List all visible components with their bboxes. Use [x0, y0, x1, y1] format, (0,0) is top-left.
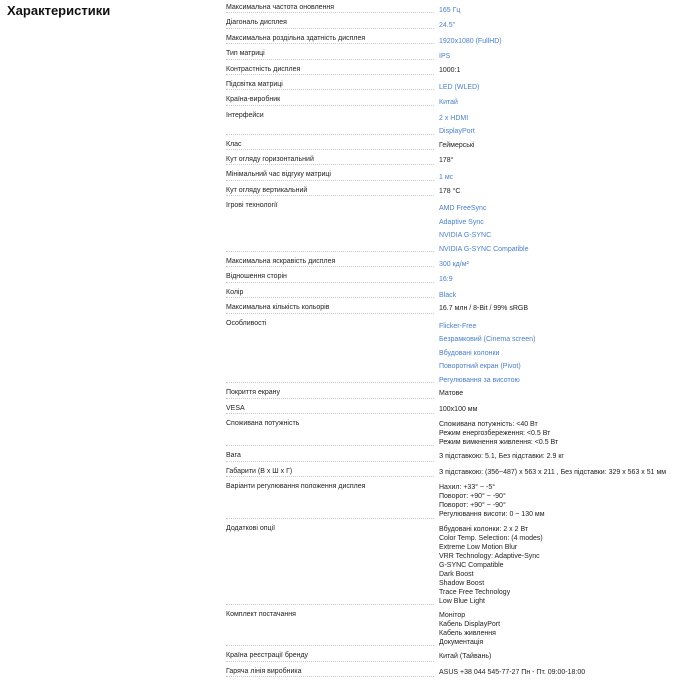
spec-value-text: 100x100 мм: [439, 405, 478, 413]
spec-value-link[interactable]: Flicker-Free: [439, 322, 477, 330]
spec-value-text: Extreme Low Motion Blur: [439, 543, 518, 551]
spec-value: [439, 254, 691, 269]
spec-row: [226, 198, 691, 254]
spec-value-text: Китай (Тайвань): [439, 653, 492, 661]
spec-label: Колір: [226, 288, 244, 296]
spec-value-text: Споживана потужність: <40 Вт: [439, 421, 538, 429]
spec-value-text: Геймерські: [439, 141, 475, 149]
spec-value: [439, 285, 691, 300]
spec-value-text: Dark Boost: [439, 570, 474, 578]
spec-value-link[interactable]: DisplayPort: [439, 128, 475, 136]
spec-value-link[interactable]: 300 кд/м²: [439, 261, 469, 269]
spec-label: Підсвітка матриці: [226, 80, 283, 88]
spec-row: [226, 448, 691, 463]
spec-value-text: Color Temp. Selection: (4 modes): [439, 534, 543, 542]
spec-row: [226, 521, 691, 607]
spec-value-text: G-SYNC Compatible: [439, 561, 504, 569]
spec-value-text: З підставкою: 5.1, Без підставки: 2.9 кг: [439, 453, 564, 461]
spec-label: Покриття екрану: [226, 389, 281, 397]
spec-value: [439, 448, 691, 463]
spec-label: Додаткові опції: [226, 524, 276, 532]
spec-value-link[interactable]: Безрамковий (Cinema screen): [439, 336, 536, 344]
spec-value-link[interactable]: 165 Гц: [439, 7, 461, 14]
spec-row: [226, 137, 691, 152]
spec-table: [226, 0, 691, 679]
spec-value-link[interactable]: Регулювання за висотою: [439, 377, 520, 385]
spec-label: Особливості: [226, 319, 267, 327]
spec-value: [439, 401, 691, 416]
spec-value: [439, 479, 691, 520]
spec-value: [439, 464, 691, 479]
spec-row: [226, 648, 691, 663]
spec-row: [226, 254, 691, 269]
spec-value-text: З підставкою: (356~487) x 563 x 211 , Без підставки: 329 x 563 x 51 мм: [439, 468, 667, 476]
spec-value: [439, 137, 691, 152]
spec-row: [226, 183, 691, 198]
spec-row: [226, 167, 691, 182]
spec-label: Тип матриці: [226, 50, 265, 58]
spec-value-text: 1000:1: [439, 66, 461, 74]
spec-value-text: Low Blue Light: [439, 597, 485, 605]
spec-label: Кут огляду вертикальний: [226, 186, 308, 194]
spec-label: Максимальна роздільна здатність дисплея: [226, 34, 366, 42]
spec-value-text: Вбудовані колонки: 2 x 2 Вт: [439, 525, 529, 533]
spec-label: Кут огляду горизонтальний: [226, 155, 314, 163]
spec-label: Діагональ дисплея: [226, 19, 287, 27]
spec-value: [439, 167, 691, 182]
spec-value: [439, 108, 691, 137]
spec-value-text: 16.7 млн / 8-Bit / 99% sRGB: [439, 305, 529, 313]
spec-value-text: Режим енергозбереження: <0.5 Вт: [439, 430, 551, 438]
page-title: Характеристики: [7, 3, 111, 18]
spec-label: Мінімальний час відгуку матриці: [226, 171, 331, 179]
spec-value: [439, 607, 691, 648]
spec-label: Відношення сторін: [226, 273, 287, 281]
spec-value-link[interactable]: Китай: [439, 99, 458, 107]
spec-label: Максимальна яскравість дисплея: [226, 258, 336, 266]
spec-value-text: Регулювання висоти: 0 ~ 130 мм: [439, 511, 545, 519]
spec-row: [226, 285, 691, 300]
spec-value-text: Матове: [439, 390, 464, 398]
spec-value-text: 178°: [439, 156, 454, 164]
spec-value: [439, 0, 691, 15]
spec-label: Країна-виробник: [226, 96, 281, 104]
spec-label: Клас: [226, 140, 242, 148]
spec-value: [439, 62, 691, 77]
spec-row: [226, 152, 691, 167]
spec-label: Ігрові технології: [226, 202, 278, 210]
spec-row: [226, 62, 691, 77]
spec-value-text: Поворот: +90° ~ -90°: [439, 493, 506, 501]
spec-row: [226, 31, 691, 46]
spec-label: VESA: [226, 404, 245, 412]
spec-value-link[interactable]: Black: [439, 291, 457, 299]
spec-label: Максимальна кількість кольорів: [226, 304, 330, 312]
spec-value: [439, 77, 691, 92]
spec-row: [226, 401, 691, 416]
spec-value-link[interactable]: LED (WLED): [439, 83, 480, 91]
spec-value-link[interactable]: 1920x1080 (FullHD): [439, 37, 502, 45]
spec-row: [226, 416, 691, 448]
spec-value-text: Trace Free Technology: [439, 588, 511, 596]
spec-row: [226, 269, 691, 284]
spec-label: Габарити (В х Ш х Г): [226, 467, 293, 475]
spec-value-link[interactable]: Поворотний екран (Pivot): [439, 363, 521, 371]
spec-row: [226, 300, 691, 315]
spec-value: [439, 648, 691, 663]
spec-value-link[interactable]: NVIDIA G-SYNC Compatible: [439, 245, 529, 253]
spec-value-text: ASUS +38 044 545-77-27 Пн - Пт. 09:00-18:00: [439, 668, 586, 676]
spec-row: [226, 46, 691, 61]
spec-value: [439, 300, 691, 315]
spec-value-text: Поворот: +90° ~ -90°: [439, 502, 506, 510]
spec-value: [439, 664, 691, 679]
spec-label: Країна реєстрації бренду: [226, 652, 309, 660]
spec-row: [226, 15, 691, 30]
spec-label: Контрастність дисплея: [226, 65, 301, 73]
spec-value: [439, 15, 691, 30]
spec-value: [439, 521, 691, 607]
spec-value: [439, 92, 691, 107]
spec-value-text: 178 °C: [439, 187, 461, 195]
spec-value-text: Нахил: +33° ~ -5°: [439, 484, 496, 492]
spec-value-text: Shadow Boost: [439, 579, 485, 587]
spec-row: [226, 77, 691, 92]
spec-row: [226, 0, 691, 15]
spec-value-text: Кабель DisplayPort: [439, 620, 501, 628]
spec-value-link[interactable]: 16:9: [439, 276, 453, 284]
spec-row: [226, 607, 691, 648]
spec-value: [439, 198, 691, 254]
spec-value-link[interactable]: 1 мс: [439, 174, 454, 182]
spec-value-link[interactable]: NVIDIA G-SYNC: [439, 232, 492, 240]
spec-value-text: Документація: [439, 638, 484, 646]
spec-label: Максимальна частота оновлення: [226, 4, 335, 11]
spec-label: Гаряча лінія виробника: [226, 667, 302, 675]
spec-row: [226, 464, 691, 479]
spec-value-link[interactable]: 24.5": [439, 22, 456, 30]
spec-value-text: Режим вимкнення живлення: <0.5 Вт: [439, 439, 559, 447]
spec-value-text: Монітор: [439, 611, 466, 619]
spec-value: [439, 416, 691, 448]
spec-value: [439, 385, 691, 400]
spec-value-link[interactable]: IPS: [439, 53, 451, 61]
spec-label: Споживана потужність: [226, 420, 300, 428]
spec-value: [439, 152, 691, 167]
spec-value: [439, 316, 691, 386]
spec-value: [439, 269, 691, 284]
spec-value-link[interactable]: 2 x HDMI: [439, 114, 469, 122]
spec-row: [226, 108, 691, 137]
spec-value-link[interactable]: AMD FreeSync: [439, 205, 487, 213]
spec-label: Вага: [226, 452, 241, 460]
spec-row: [226, 92, 691, 107]
spec-value-text: Кабель живлення: [439, 629, 496, 637]
spec-row: [226, 479, 691, 520]
spec-label: Варіанти регулювання положення дисплея: [226, 483, 366, 491]
spec-value: [439, 31, 691, 46]
spec-value: [439, 46, 691, 61]
spec-row: [226, 385, 691, 400]
spec-value-text: VRR Technology: Adaptive-Sync: [439, 552, 540, 560]
spec-value-link[interactable]: Вбудовані колонки: [439, 349, 500, 357]
spec-label: Інтерфейси: [226, 111, 264, 119]
spec-value-link[interactable]: Adaptive Sync: [439, 218, 484, 226]
spec-label: Комплект постачання: [226, 610, 296, 618]
spec-row: [226, 664, 691, 679]
spec-value: [439, 183, 691, 198]
spec-row: [226, 316, 691, 386]
